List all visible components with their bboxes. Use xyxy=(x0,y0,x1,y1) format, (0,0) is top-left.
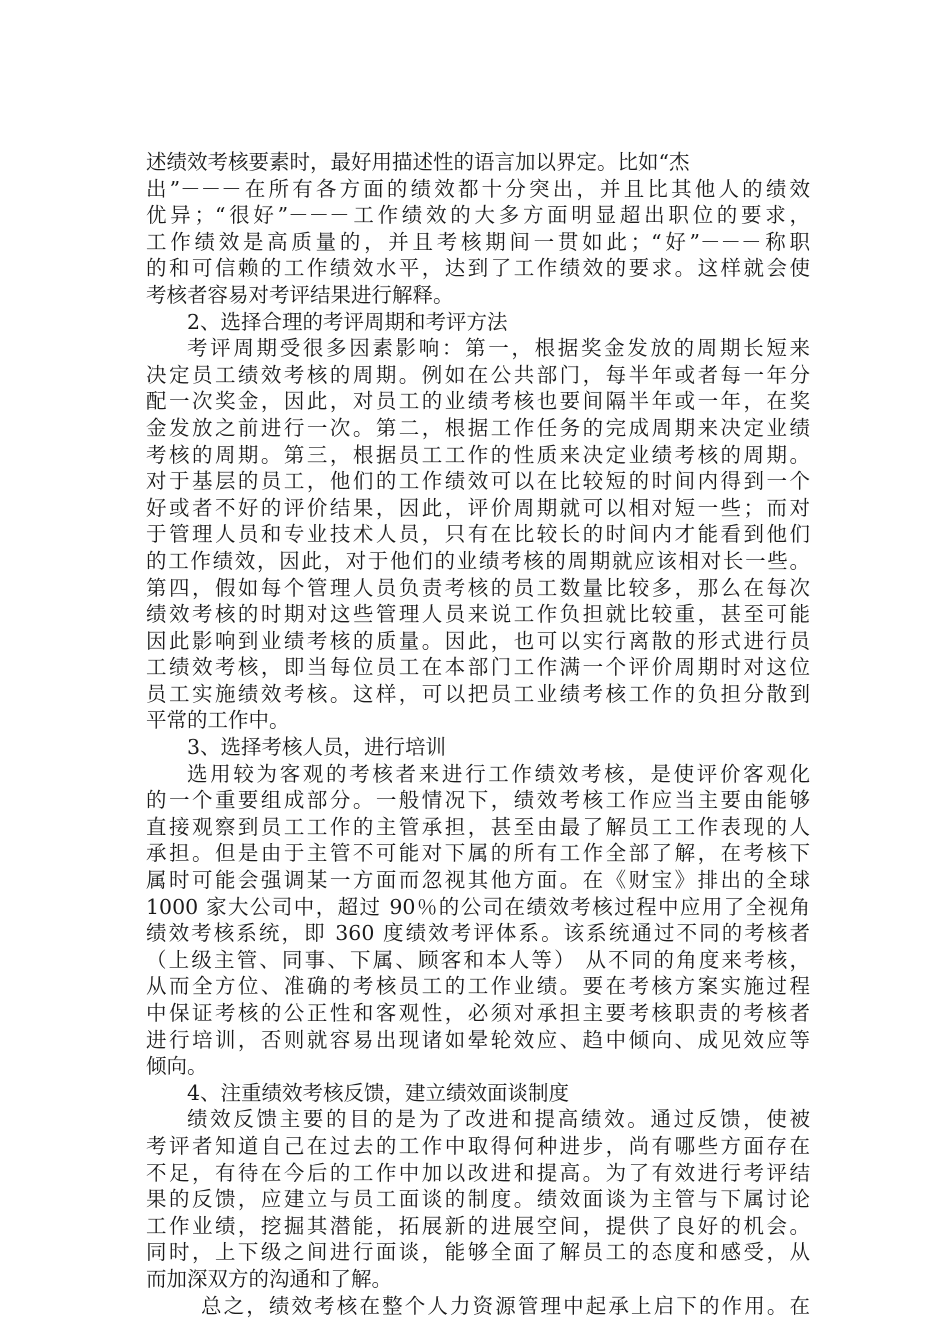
paragraph-first-line: 绩效反馈主要的目的是为了改进和提高绩效。通过反馈，使被 xyxy=(187,1107,810,1132)
section-heading-4: 4、注重绩效考核反馈，建立绩效面谈制度 xyxy=(187,1080,570,1105)
text-line: 对于基层的员工，他们的工作绩效可以在比较短的时间内得到一个 xyxy=(146,469,810,494)
text-line: 平常的工作中。 xyxy=(146,708,290,733)
text-line: 从而全方位、准确的考核员工的工作业绩。要在考核方案实施过程 xyxy=(146,974,810,999)
text-line: 而加深双方的沟通和了解。 xyxy=(146,1266,392,1291)
text-line: 述绩效考核要素时，最好用描述性的语言加以界定。比如“杰 xyxy=(146,150,690,174)
text-line: 绩效考核系统，即 360 度绩效考评体系。该系统通过不同的考核者 xyxy=(146,921,810,946)
text-line: 员工实施绩效考核。这样，可以把员工业绩考核工作的负担分散到 xyxy=(146,681,810,706)
paragraph-first-line: 选用较为客观的考核者来进行工作绩效考核，是使评价客观化 xyxy=(187,761,810,786)
text-line: 倾向。 xyxy=(146,1054,208,1079)
text-line: 考核的周期。第三，根据员工工作的性质来决定业绩考核的周期。 xyxy=(146,442,810,467)
text-line: 工绩效考核，即当每位员工在本部门工作满一个评价周期时对这位 xyxy=(146,655,810,680)
text-line: 1000 家大公司中，超过 90％的公司在绩效考核过程中应用了全视角 xyxy=(146,894,810,919)
text-line: 第四，假如每个管理人员负责考核的员工数量比较多，那么在每次 xyxy=(146,575,810,600)
text-line: 不足，有待在今后的工作中加以改进和提高。为了有效进行考评结 xyxy=(146,1160,810,1185)
text-line: 因此影响到业绩考核的质量。因此，也可以实行离散的形式进行员 xyxy=(146,628,810,653)
paragraph-first-line: 考评周期受很多因素影响：第一，根据奖金发放的周期长短来 xyxy=(187,336,810,361)
text-line: 绩效考核的时期对这些管理人员来说工作负担就比较重，甚至可能 xyxy=(146,602,810,627)
text-line: 同时，上下级之间进行面谈，能够全面了解员工的态度和感受，从 xyxy=(146,1240,810,1265)
text-line: 中保证考核的公正性和客观性，必须对承担主要考核职责的考核者 xyxy=(146,1001,810,1025)
text-line: 果的反馈，应建立与员工面谈的制度。绩效面谈为主管与下属讨论 xyxy=(146,1187,810,1212)
text-line: 工作业绩，挖掘其潜能，拓展新的进展空间，提供了良好的机会。 xyxy=(146,1213,810,1238)
document-text xyxy=(146,149,810,1319)
text-line: 金发放之前进行一次。第二，根据工作任务的完成周期来决定业绩 xyxy=(146,415,810,440)
text-line: 工作绩效是高质量的，并且考核期间一贯如此；“好”－－－称职 xyxy=(146,229,810,254)
text-line: 配一次奖金，因此，对员工的业绩考核也要间隔半年或一年，在奖 xyxy=(146,389,810,414)
section-heading-3: 3、选择考核人员，进行培训 xyxy=(187,735,447,760)
text-line: 的一个重要组成部分。一般情况下，绩效考核工作应当主要由能够 xyxy=(146,788,810,813)
text-line: 的工作绩效，因此，对于他们的业绩考核的周期就应该相对长一些。 xyxy=(146,548,810,573)
text-line: 直接观察到员工工作的主管承担，甚至由最了解员工工作表现的人 xyxy=(146,814,810,839)
text-line: 决定员工绩效考核的周期。例如在公共部门，每半年或者每一年分 xyxy=(146,362,810,387)
text-line: 进行培训，否则就容易出现诸如晕轮效应、趋中倾向、成见效应等 xyxy=(146,1027,810,1052)
text-line: 出”－－－在所有各方面的绩效都十分突出，并且比其他人的绩效 xyxy=(146,176,810,201)
text-line: 于管理人员和专业技术人员，只有在比较长的时间内才能看到他们 xyxy=(146,522,810,547)
text-line: 属时可能会强调某一方面而忽视其他方面。在《财宝》排出的全球 xyxy=(146,868,810,893)
paragraph-first-line: 总之，绩效考核在整个人力资源管理中起承上启下的作用。在 xyxy=(201,1293,810,1318)
text-line: 好或者不好的评价结果，因此，评价周期就可以相对短一些；而对 xyxy=(146,495,810,520)
text-line: 优异；“很好”－－－工作绩效的大多方面明显超出职位的要求， xyxy=(146,203,810,228)
text-line: 承担。但是由于主管不可能对下属的所有工作全部了解，在考核下 xyxy=(146,841,810,866)
text-line: （上级主管、同事、下属、顾客和本人等） 从不同的角度来考核， xyxy=(146,947,810,972)
text-line: 考核者容易对考评结果进行解释。 xyxy=(146,282,454,307)
text-line: 的和可信赖的工作绩效水平，达到了工作绩效的要求。这样就会使 xyxy=(146,256,810,281)
section-heading-2: 2、选择合理的考评周期和考评方法 xyxy=(187,309,508,334)
text-line: 考评者知道自己在过去的工作中取得何种进步，尚有哪些方面存在 xyxy=(146,1133,810,1158)
